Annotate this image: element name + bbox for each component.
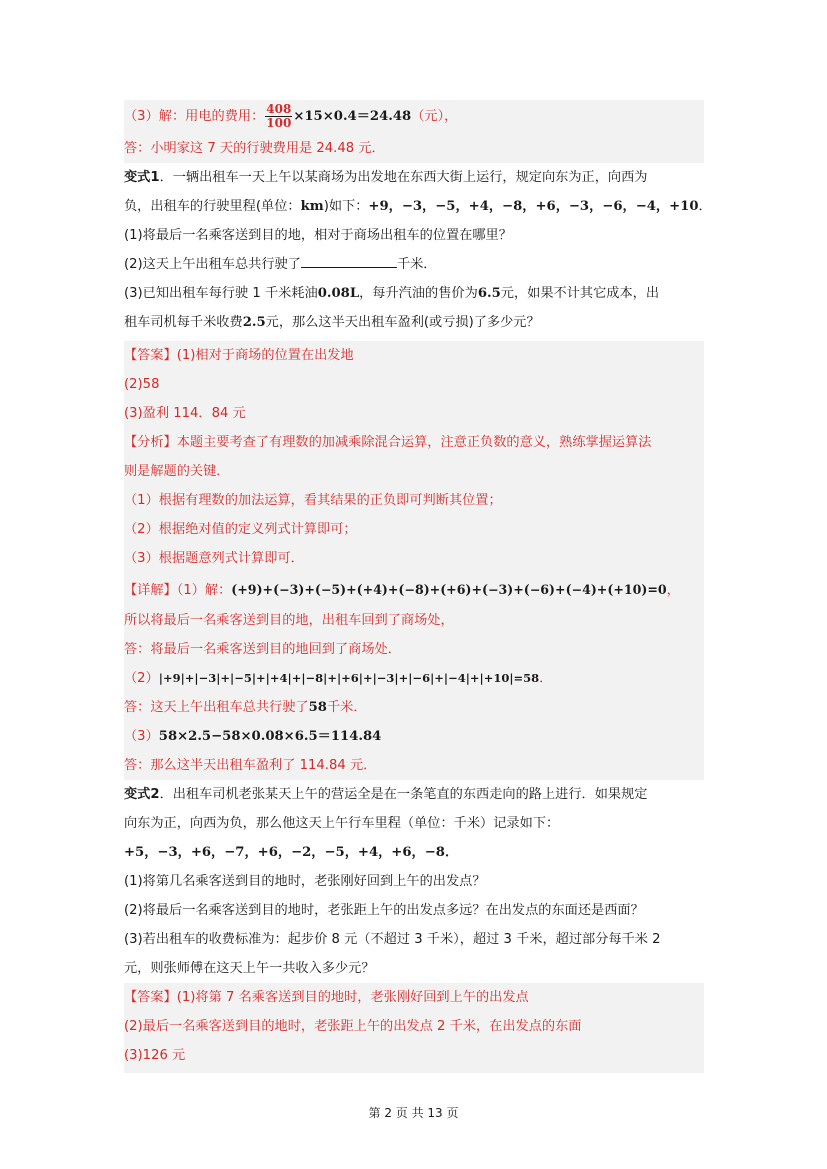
detail2-end: ． [539,671,553,686]
question3-text4: 租车司机每千米收费 [124,315,243,330]
variant2-question3-line2: 元，则张师傅在这天上午一共收入多少元？ [124,961,375,976]
unit-km: km [300,199,324,214]
analysis-tag: 【分析】 [124,435,177,450]
detail2-answer-text2: 千米． [326,700,367,715]
detail1-line2: 所以将最后一名乘客送到目的地，出租车回到了商场处， [124,606,704,635]
fare-per-km: 2.5 [242,315,266,330]
answer-tag: 【答案】 [124,990,177,1005]
variant2-label: 变式 [124,787,151,802]
analysis-step2: （2）根据绝对值的定义列式计算即可； [124,515,704,544]
variant2-data [124,838,704,867]
variant1-answer1 [124,341,704,370]
variant1-question3-line1 [124,279,704,308]
part3-expression: ×15×0.4＝24.48 [293,109,412,124]
answer-tag: 【答案】 [124,348,177,363]
answer-blank [301,253,397,268]
answer1-text: (1)相对于商场的位置在出发地 [176,348,354,363]
variant2-intro-line2: 向东为正，向西为负，那么他这天上午行车里程（单位：千米）记录如下： [124,816,560,831]
detail2-expression: |+9|+|−3|+|−5|+|+4|+|−8|+|+6|+|−3|+|−6|+|−4|+|+10|=58 [158,671,540,685]
detail3-expression: 58×2.5−58×0.08×6.5＝114.84 [158,729,382,744]
detail1-line1 [124,573,704,606]
variant2-answer2: (2)最后一名乘客送到目的地时，老张距上午的出发点 2 千米，在出发点的东面 [124,1012,704,1041]
analysis-line2: 则是解题的关键． [124,457,704,486]
variant2-answer1 [124,983,704,1012]
part3-solution [124,100,704,134]
detail1-answer: 答：将最后一名乘客送到目的地回到了商场处． [124,635,704,664]
page-footer: 第 2 页 共 13 页 [368,1106,459,1120]
detail3-line [124,722,704,751]
variant1-answer3: (3)盈利 114．84 元 [124,399,704,428]
part3-answer: 答：小明家这 7 天的行驶费用是 24.48 元． [124,134,704,163]
analysis-text1: 本题主要考查了有理数的加减乘除混合运算，注意正负数的意义，熟练掌握运算法 [176,435,652,450]
detail-tag: 【详解】 [124,583,177,598]
question3-text3: 元，如果不计其它成本，出 [500,286,660,301]
fraction [265,103,292,130]
variant2-question2: (2)将最后一名乘客送到目的地时，老张距上午的出发点多远？在出发点的东面还是西面？ [124,903,644,918]
question3-text2: ，每升汽油的售价为 [359,286,478,301]
question2-unit: 千米． [396,257,437,272]
analysis-step1: （1）根据有理数的加法运算，看其结果的正负即可判断其位置； [124,486,704,515]
detail2-answer [124,693,704,722]
question2-text: (2)这天上午出租车总共行驶了 [124,257,301,272]
variant2-question3-line1: (3)若出租车的收费标准为：起步价 8 元（不超过 3 千米），超过 3 千米，超过部分每千米 2 [124,932,661,947]
variant2-intro-line1 [124,780,704,809]
variant1-intro-text1: ．一辆出租车一天上午以某商场为出发地在东西大街上运行，规定向东为正，向西为 [159,170,648,185]
variant1-question2 [124,250,704,279]
variant1-intro-end: ． [698,199,712,214]
oil-consumption: 0.08L [317,286,360,301]
detail1-prefix: （1）解： [176,583,232,598]
detail3-answer: 答：那么这半天出租车盈利了 114.84 元． [124,751,704,780]
detail2-answer-text1: 答：这天上午出租车总共行驶了 [124,700,309,715]
analysis-line1 [124,428,704,457]
detail1-expression: (+9)+(−3)+(−5)+(+4)+(−8)+(+6)+(−3)+(−6)+(−4)+(+10)=0 [231,582,667,597]
variant1-question3-line2 [124,308,704,337]
detail2-prefix: （2） [124,671,159,686]
detail1-end: ， [666,583,680,598]
variant1-intro-line1 [124,163,704,192]
variant1-label: 变式 [124,170,151,185]
variant2-question1: (1)将第几名乘客送到目的地时，老张刚好回到上午的出发点？ [124,874,486,889]
variant1-answer2: (2)58 [124,370,704,399]
answer1-text: (1)将第 7 名乘客送到目的地时，老张刚好回到上午的出发点 [176,990,529,1005]
mileage-record: +5，−3，+6，−7，+6，−2，−5，+4，+6，−8． [124,845,459,860]
fraction-denominator: 100 [266,115,292,130]
detail2-answer-number: 58 [308,700,327,715]
variant1-intro-text3: )如下： [323,199,369,214]
part3-suffix: （元）， [411,109,458,124]
mileage-data: +9，−3，−5，+4，−8，+6，−3，−6，−4，+10 [368,199,699,214]
variant1-number: 1 [150,170,160,185]
fuel-price: 6.5 [477,286,501,301]
fraction-numerator: 408 [266,101,292,116]
variant1-question1: (1)将最后一名乘客送到目的地，相对于商场出租车的位置在哪里？ [124,228,512,243]
detail2-line [124,664,704,693]
variant2-number: 2 [150,787,160,802]
question3-text1: (3)已知出租车每行驶 1 千米耗油 [124,286,318,301]
detail3-prefix: （3） [124,729,159,744]
variant2-answer3: (3)126 元 [124,1041,704,1073]
document-page [124,100,712,1073]
variant1-intro-text2: 负，出租车的行驶里程(单位： [124,199,301,214]
variant1-intro-line2 [124,192,712,221]
variant2-intro-text1: ．出租车司机老张某天上午的营运全是在一条笔直的东西走向的路上进行．如果规定 [159,787,648,802]
analysis-step3: （3）根据题意列式计算即可． [124,544,704,573]
part3-prefix: （3）解：用电的费用： [124,109,265,124]
question3-text5: 元，那么这半天出租车盈利(或亏损)了多少元？ [265,315,540,330]
